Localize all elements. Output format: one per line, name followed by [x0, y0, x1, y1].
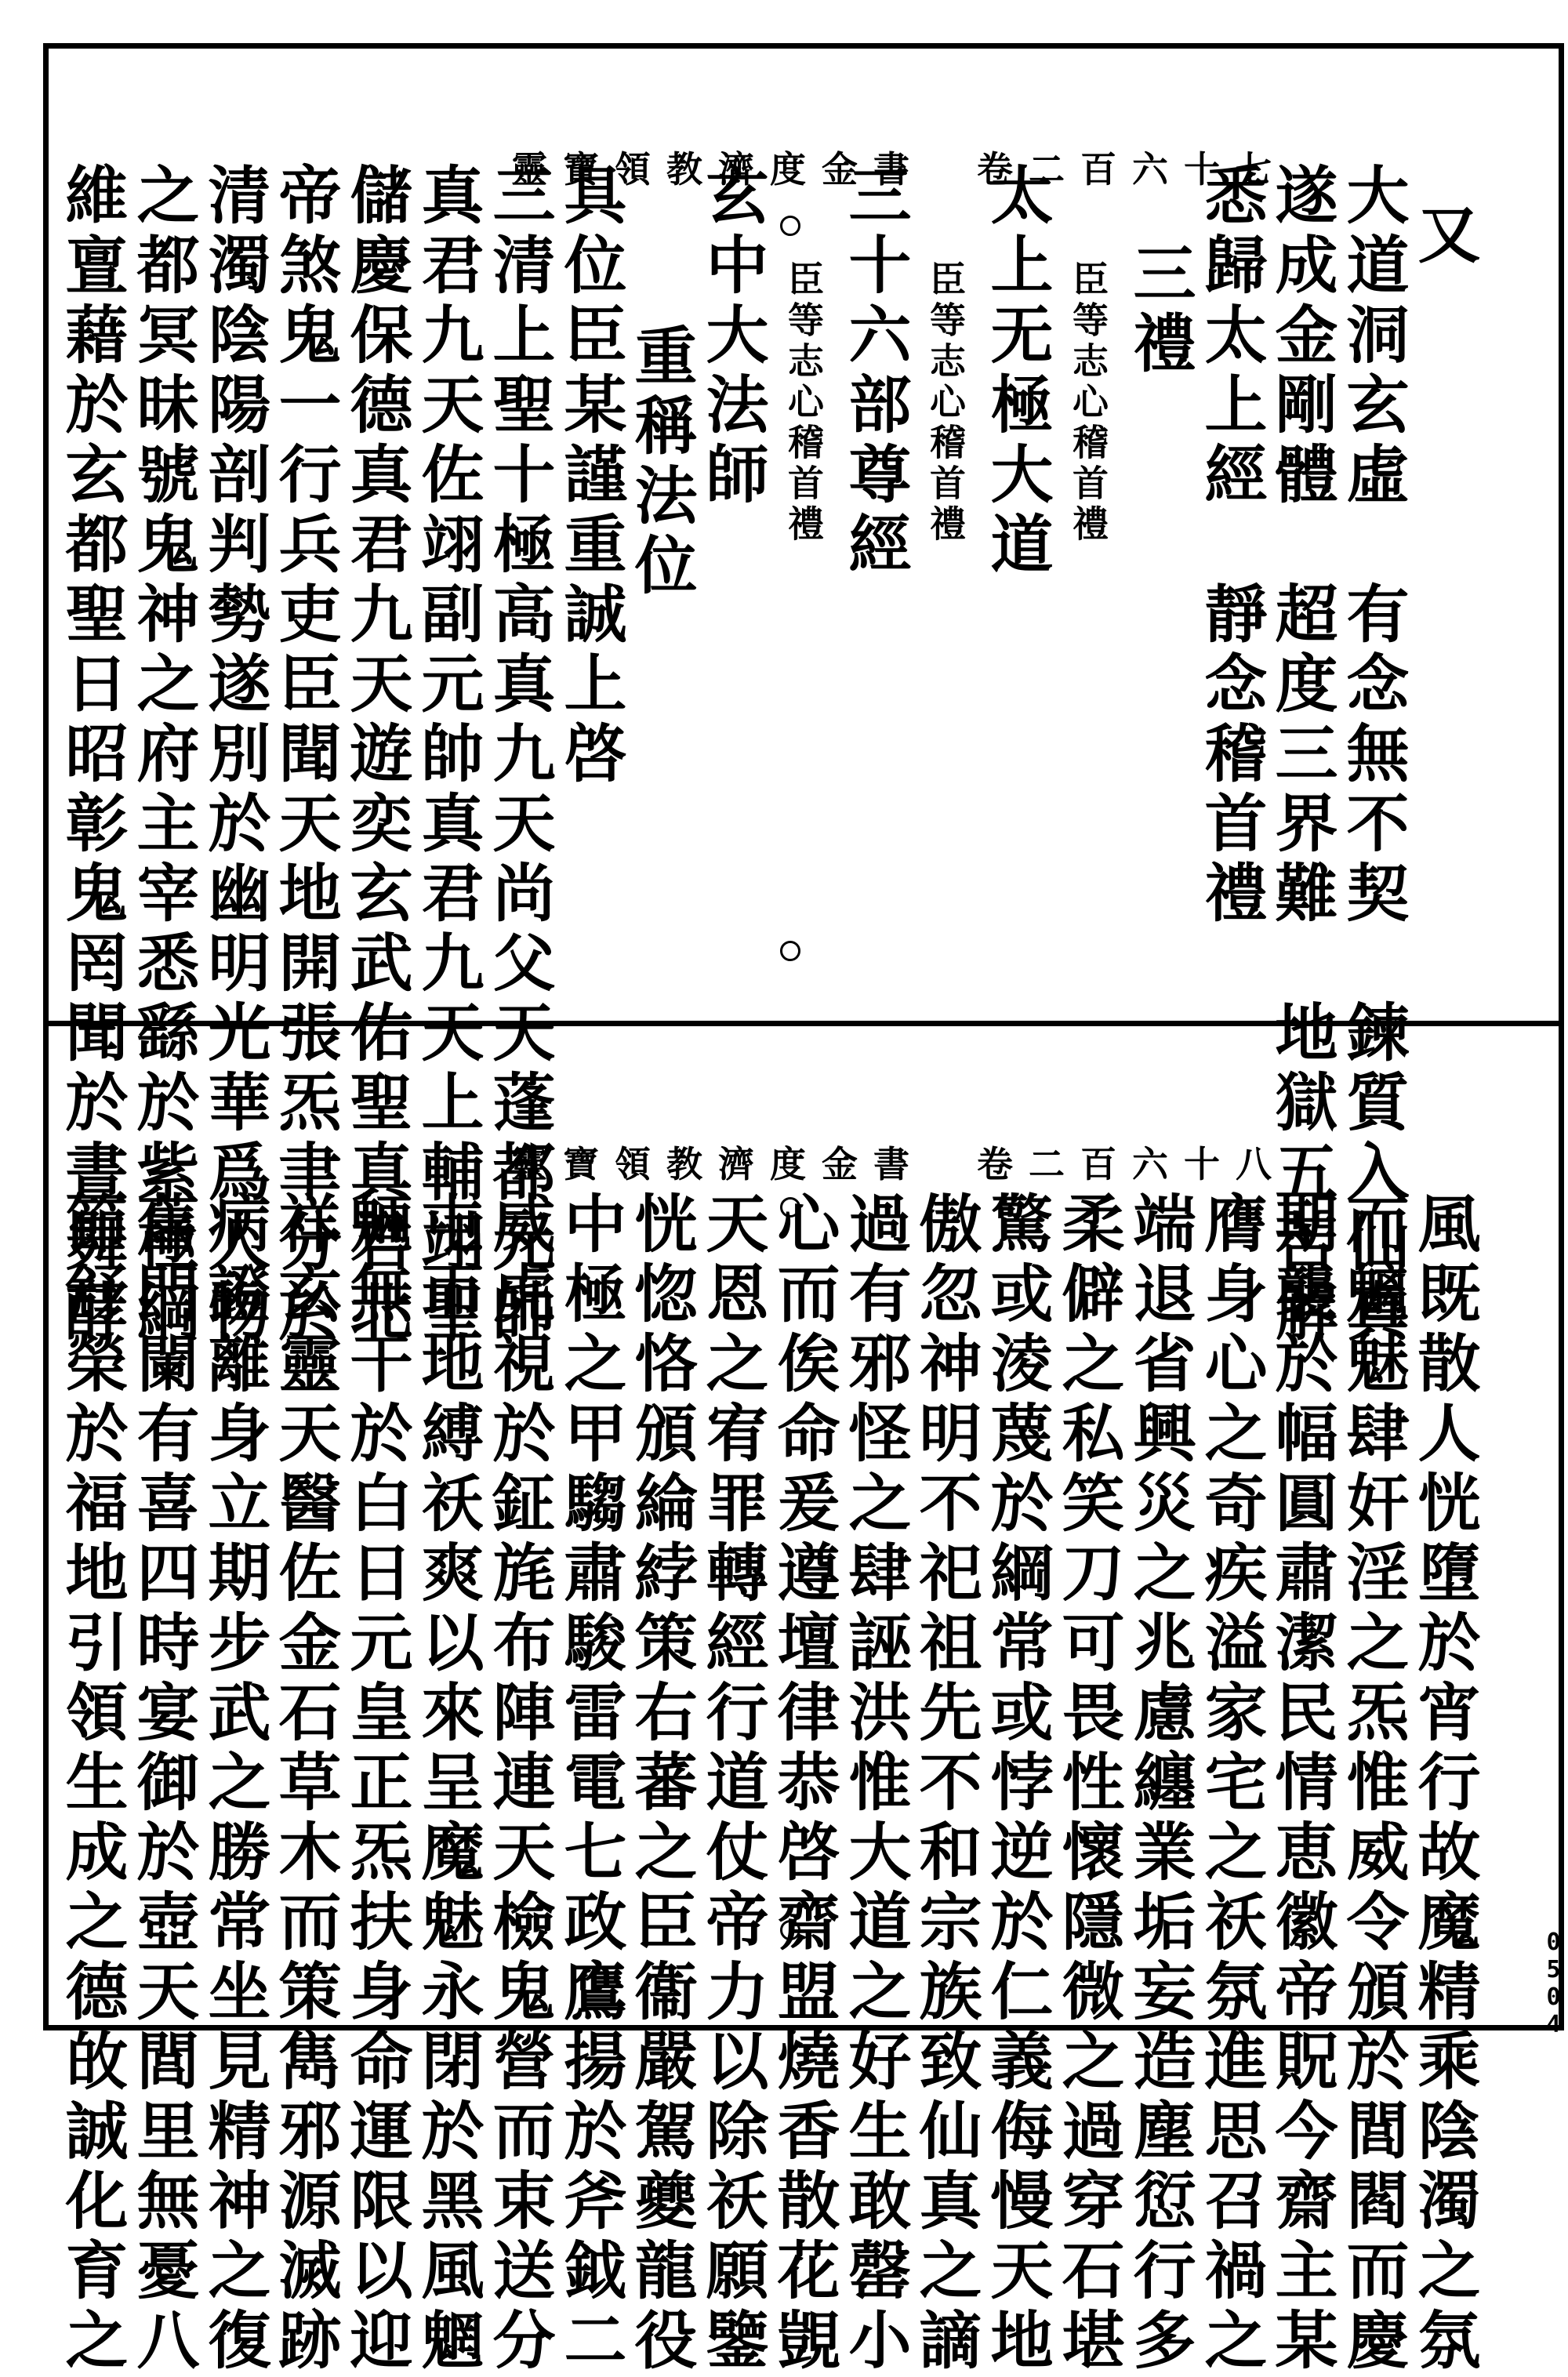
- text-column: 舊門闌有喜四時宴御於壺天閭里無憂八: [126, 1191, 200, 2377]
- text-column: 儲慶保德真君九天遊奕玄武佑聖真君北: [339, 162, 413, 1348]
- text-column: 帝煞鬼一行兵吏臣聞天地開張炁聿分於: [268, 162, 342, 1348]
- text-column: 維亶藉於玄都聖日昭彰鬼罔聞於晝舞酵: [55, 162, 129, 1348]
- text-column: 心而俟命爰遵壇律恭啓齋盟燒香散花覬: [767, 1191, 840, 2377]
- page-number: 0504: [1540, 1929, 1567, 2038]
- binding-hole-marker: [780, 1920, 800, 1940]
- panel-header: 靈寶領教濟度金書 卷二百六十七: [511, 148, 1287, 191]
- page-frame: [43, 43, 1564, 2377]
- text-column: 恍惚恪頒綸綍策右蕃之臣衞嚴駕夔龍役: [624, 1191, 698, 2377]
- text-column: 節舒榮於福地引領生成之德敀誠化育之: [55, 1191, 129, 2377]
- text-column: 風既散人恍墮於宵行故魔精乘陰濁之氛: [1407, 1191, 1481, 2377]
- text-column: 過有邪怪之肆誣洪惟大道之好生敢罄小: [838, 1191, 912, 2377]
- text-column: 病證離身立期步武之勝常坐見精神之復: [198, 1191, 271, 2377]
- text-column: 傲忽神明不祀祖先不和宗族致仙真之謫: [909, 1191, 982, 2377]
- text-column: 祥玄靈天醫佐金石草木而策雋邪源滅跡: [268, 1191, 342, 2377]
- text-column: 柔僻之私笑刀可畏性懷隱微之過穿石堪: [1051, 1191, 1125, 2377]
- text-column: 膺身心之奇疾溢家宅之祅氛進思召禍之: [1194, 1191, 1268, 2377]
- text-column: 悉歸太上經 靜念稽首禮: [1194, 162, 1268, 930]
- text-column: 臣等志心稽首禮: [1067, 260, 1109, 546]
- panel-header: 靈寶領教濟度金書 卷二百六十八: [511, 1143, 1287, 1185]
- text-column: 驚或淩蔑於綱常或悖逆於仁義侮慢天地: [980, 1191, 1054, 2377]
- text-column: 臣等志心稽首禮: [782, 260, 825, 546]
- text-column: 太上无極大道: [980, 162, 1054, 581]
- text-column: 三十六部尊經: [838, 162, 912, 581]
- text-column: 天恩之宥罪轉經行道仗帝力以除祅願鑒: [695, 1191, 769, 2377]
- binding-hole-marker: [780, 216, 800, 236]
- text-column: 之都冥昧號鬼神之府主宰悉繇於紫極綱: [126, 162, 200, 1348]
- text-column: 遂成金剛體 超度三界難 地獄五苦解: [1265, 162, 1338, 1348]
- text-column: 清濁陰陽剖判勢遂別於幽明光華爲人物: [198, 162, 271, 1348]
- binding-hole-marker: [780, 941, 800, 961]
- text-column: 玄中大法師: [695, 162, 769, 511]
- text-column: 真君九天佐翊副元帥真君九天上輔翊聖: [411, 162, 485, 1348]
- text-column: 具位臣某謹重誠上啓: [554, 162, 627, 790]
- bottom-panel: [49, 1026, 1559, 2377]
- text-column: 臣等志心稽首禮: [924, 260, 967, 546]
- text-column: 三清上聖十極高真九天尚父天蓬都元帥: [482, 162, 556, 1348]
- text-column: 又: [1407, 201, 1481, 271]
- text-column: 期襲於幅圓肅潔民情恵徽帝貺今齋主某: [1265, 1191, 1338, 2377]
- text-column: 三禮: [1123, 241, 1196, 380]
- text-column: 而魑魅肆奸淫之炁惟威令頒於閭閻而慶: [1336, 1191, 1410, 2377]
- text-column: 中極之甲騶肅駿雷電七政鷹揚於斧鉞二: [554, 1191, 627, 2377]
- text-column: 魎無干於白日元皇正炁扶身命運限以迎: [339, 1191, 413, 2377]
- binding-hole-marker: [780, 1197, 800, 1218]
- text-column: 重稱法位: [624, 323, 698, 602]
- text-column: 端退省興災之兆慮纏業垢妄造塵愆行多: [1123, 1191, 1196, 2377]
- text-column: 威虎視於鉦旄布陣連天檢鬼營而束送分: [482, 1191, 556, 2377]
- text-column: 屯帀地縛祅爽以來呈魔魅永閉於黑風魍: [411, 1191, 485, 2377]
- text-column: 大道洞玄虛 有念無不契 鍊質入仙真: [1336, 162, 1410, 1348]
